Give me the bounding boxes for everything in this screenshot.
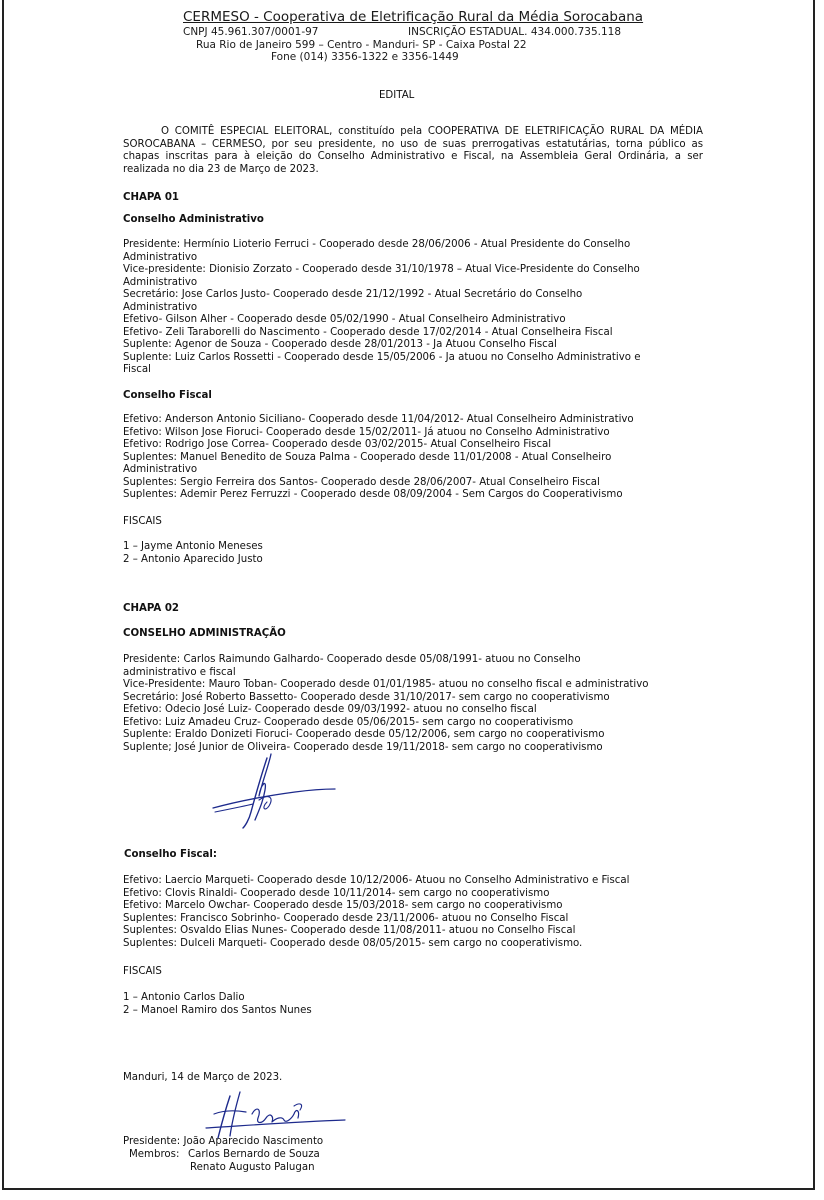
intro-paragraph: O COMITÊ ESPECIAL ELEITORAL, constituído pela COOPERATIVA DE ELETRIFICAÇÃO RURAL DA MÉDIA SOROCABANA – CERMESO, por seu presidente, no uso de suas prerrogativas estatutárias, torna público as chapas inscritas para à eleição do Conselho Administrativo e Fiscal, na Assembleia Geral Ordinária, a ser realizada no dia 23 de Março de 2023. xyxy=(123,126,703,176)
chapa2-adm-heading: CONSELHO ADMINISTRAÇÃO xyxy=(123,628,286,639)
list-item: Suplentes: Francisco Sobrinho- Cooperado desde 23/11/2006- atuou no Conselho Fiscal xyxy=(123,912,569,924)
chapa2-title: CHAPA 02 xyxy=(123,603,180,614)
cooperative-title: CERMESO - Cooperativa de Eletrificação Rural da Média Sorocabana xyxy=(183,9,644,25)
list-item: Suplentes: Ademir Perez Ferruzzi - Cooperado desde 08/09/2004 - Sem Cargos do Cooperativismo xyxy=(123,489,623,501)
list-item: Efetivo: Marcelo Owchar- Cooperado desde 15/03/2018- sem cargo no cooperativismo xyxy=(123,900,563,912)
list-item: Administrativo xyxy=(123,276,198,288)
list-item: 1 – Jayme Antonio Meneses xyxy=(123,541,263,552)
list-item: Vice-Presidente: Mauro Toban- Cooperado desde 01/01/1985- atuou no conselho fiscal e administrativo xyxy=(123,679,649,691)
list-item: Suplentes: Manuel Benedito de Souza Palma - Cooperado desde 11/01/2008 - Atual Conselheiro xyxy=(123,451,612,463)
list-item: Presidente: Carlos Raimundo Galhardo- Cooperado desde 05/08/1991- atuou no Conselho xyxy=(123,654,581,665)
list-item: Suplentes: Osvaldo Elias Nunes- Cooperado desde 11/08/2011- atuou no Conselho Fiscal xyxy=(123,925,576,937)
chapa1-fiscais-heading: FISCAIS xyxy=(123,516,162,527)
list-item: Efetivo: Anderson Antonio Siciliano- Cooperado desde 11/04/2012- Atual Conselheiro Administrativo xyxy=(123,414,634,425)
list-item: Presidente: Hermínio Lioterio Ferruci - Cooperado desde 28/06/2006 - Atual Presidente do Conselho xyxy=(123,239,631,250)
chapa2-fiscal-heading: Conselho Fiscal: xyxy=(124,849,217,860)
list-item: Suplente; José Junior de Oliveira- Cooperado desde 19/11/2018- sem cargo no cooperativismo xyxy=(123,741,603,753)
chapa2-fiscal-list xyxy=(123,875,629,950)
cnpj-text: CNPJ 45.961.307/0001-97 xyxy=(183,26,319,38)
chapa1-fiscais-list xyxy=(123,541,263,566)
list-item: administrativo e fiscal xyxy=(123,666,236,678)
member-name: Carlos Bernardo de Souza xyxy=(188,1149,320,1160)
list-item: Suplente: Eraldo Donizeti Fioruci- Cooperado desde 05/12/2006, sem cargo no cooperativismo xyxy=(123,729,605,741)
list-item: Suplentes: Sergio Ferreira dos Santos- Cooperado desde 28/06/2007- Atual Conselheiro Fiscal xyxy=(123,476,600,488)
chapa2-fiscais-heading: FISCAIS xyxy=(123,966,162,977)
chapa2-adm-list xyxy=(123,654,649,754)
handwritten-signature xyxy=(205,750,340,830)
list-item: Suplentes: Dulceli Marqueti- Cooperado desde 08/05/2015- sem cargo no cooperativismo. xyxy=(123,937,583,949)
list-item: Efetivo: Wilson Jose Fioruci- Cooperado desde 15/02/2011- Já atuou no Conselho Administrativo xyxy=(123,426,610,438)
list-item: Administrativo xyxy=(123,464,198,476)
list-item: Secretário: José Roberto Bassetto- Cooperado desde 31/10/2017- sem cargo no cooperativismo xyxy=(123,691,610,703)
list-item: Suplente: Agenor de Souza - Cooperado desde 28/01/2013 - Ja Atuou Conselho Fiscal xyxy=(123,339,557,351)
list-item: Efetivo: Luiz Amadeu Cruz- Cooperado desde 05/06/2015- sem cargo no cooperativismo xyxy=(123,716,574,728)
list-item: Efetivo- Zeli Taraborelli do Nascimento - Cooperado desde 17/02/2014 - Atual Conselheira Fiscal xyxy=(123,326,613,338)
list-item: Efetivo: Odecio José Luiz- Cooperado desde 09/03/1992- atuou no conselho fiscal xyxy=(123,704,537,716)
president-line: Presidente: João Aparecido Nascimento xyxy=(123,1136,324,1147)
chapa1-adm-heading: Conselho Administrativo xyxy=(123,214,264,225)
phone-text: Fone (014) 3356-1322 e 3356-1449 xyxy=(271,51,459,63)
list-item: Efetivo: Clovis Rinaldi- Cooperado desde 10/11/2014- sem cargo no cooperativismo xyxy=(123,887,550,899)
list-item: Administrativo xyxy=(123,301,198,313)
list-item: Administrativo xyxy=(123,251,198,263)
inscricao-text: INSCRIÇÃO ESTADUAL. 434.000.735.118 xyxy=(408,26,622,38)
chapa1-adm-list xyxy=(123,239,640,377)
list-item: Efetivo: Rodrigo Jose Correa- Cooperado desde 03/02/2015- Atual Conselheiro Fiscal xyxy=(123,439,552,451)
chapa2-fiscais-list xyxy=(123,992,312,1017)
list-item: Secretário: Jose Carlos Justo- Cooperado desde 21/12/1992 - Atual Secretário do Conselho xyxy=(123,289,583,301)
list-item: Fiscal xyxy=(123,364,151,376)
member-name: Renato Augusto Palugan xyxy=(190,1162,315,1173)
list-item: 1 – Antonio Carlos Dalio xyxy=(123,992,245,1003)
list-item: 2 – Manoel Ramiro dos Santos Nunes xyxy=(123,1004,312,1016)
document-title: EDITAL xyxy=(379,90,415,101)
chapa1-title: CHAPA 01 xyxy=(123,192,180,203)
chapa1-fiscal-list xyxy=(123,414,634,502)
chapa1-fiscal-heading: Conselho Fiscal xyxy=(123,390,212,401)
place-date: Manduri, 14 de Março de 2023. xyxy=(123,1072,283,1083)
list-item: 2 – Antonio Aparecido Justo xyxy=(123,553,263,565)
list-item: Suplente: Luiz Carlos Rossetti - Cooperado desde 15/05/2006 - Ja atuou no Conselho Administrativo e xyxy=(123,351,641,363)
list-item: Efetivo- Gilson Alher - Cooperado desde 05/02/1990 - Atual Conselheiro Administrativo xyxy=(123,314,566,326)
members-label: Membros: xyxy=(129,1149,180,1160)
list-item: Efetivo: Laercio Marqueti- Cooperado desde 10/12/2006- Atuou no Conselho Administrativo e Fiscal xyxy=(123,875,630,886)
list-item: Vice-presidente: Dionisio Zorzato - Cooperado desde 31/10/1978 – Atual Vice-Presidente do Conselho xyxy=(123,264,640,276)
address-text: Rua Rio de Janeiro 599 – Centro - Manduri- SP - Caixa Postal 22 xyxy=(196,39,527,51)
